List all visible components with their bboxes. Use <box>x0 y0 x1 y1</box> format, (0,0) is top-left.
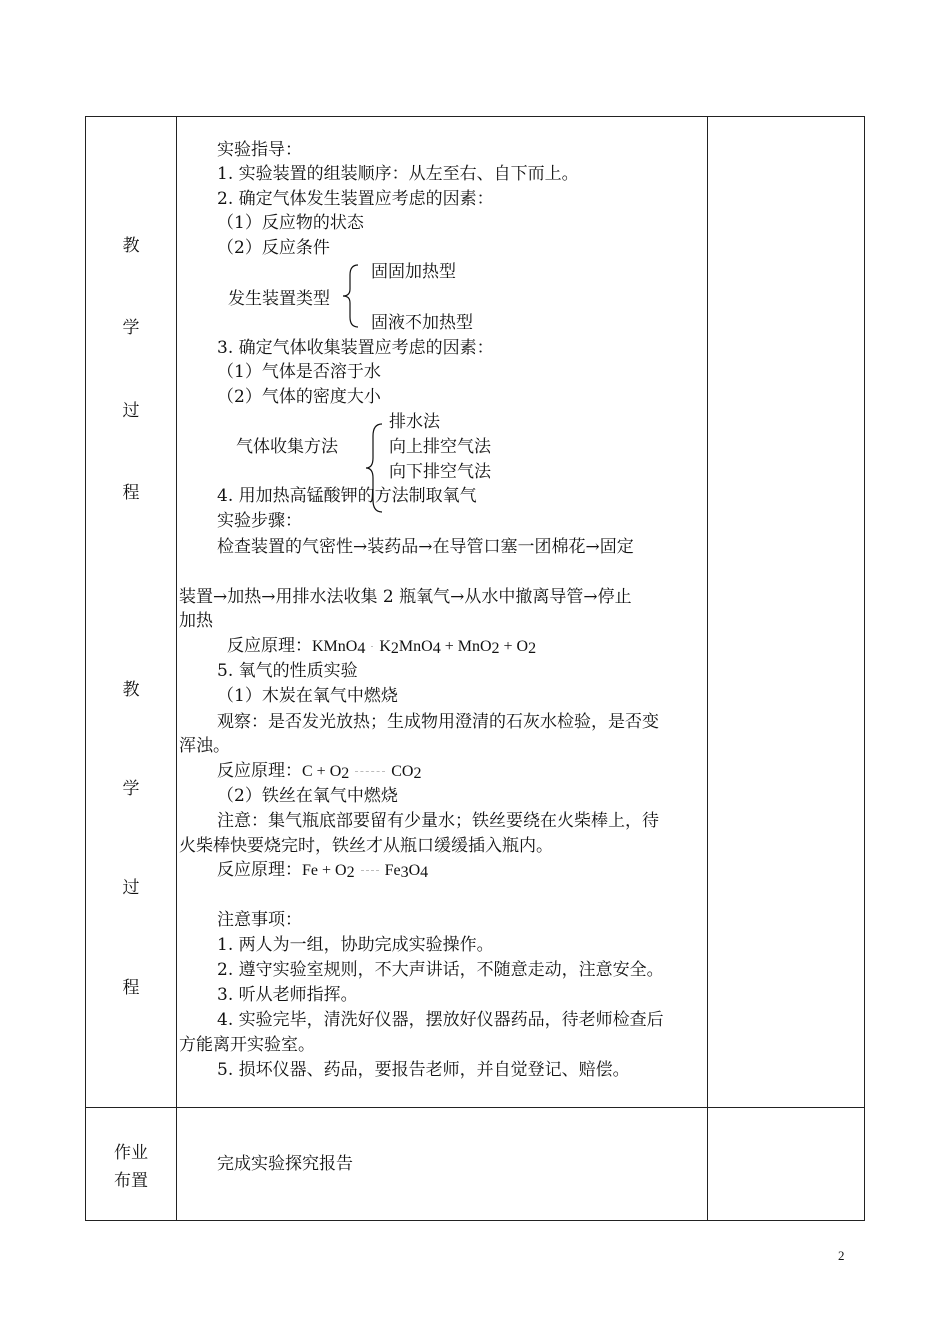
collection-option: 排水法 <box>389 412 440 432</box>
reaction-arrow-icon <box>349 767 391 777</box>
generator-option: 固液不加热型 <box>371 313 473 333</box>
homework-label-line2: 布置 <box>114 1171 148 1191</box>
row-divider <box>86 1107 864 1108</box>
text-line: 注意：集气瓶底部要留有少量水；铁丝要绕在火柴棒上，待 <box>217 811 659 831</box>
text-line: （1）木炭在氧气中燃烧 <box>217 686 398 706</box>
text-line: 4. 用加热高锰酸钾的方法制取氧气 <box>217 486 477 506</box>
generator-option: 固固加热型 <box>371 262 456 282</box>
text-line: 观察：是否发光放热；生成物用澄清的石灰水检验，是否变 <box>217 712 659 732</box>
iron-equation: 反应原理：$Fe + O_2$ $Fe_3O_4$ <box>217 860 429 881</box>
collection-option: 向上排空气法 <box>389 437 491 457</box>
text-line: 实验步骤： <box>217 511 302 531</box>
text-line: 1. 实验装置的组装顺序：从左至右、自下而上。 <box>217 164 579 184</box>
text-line: 5. 损坏仪器、药品，要报告老师，并自觉登记、赔偿。 <box>217 1060 630 1080</box>
text-line: 2. 确定气体发生装置应考虑的因素： <box>217 189 494 209</box>
process-char-2: 学 <box>122 318 140 338</box>
text-line: （2）气体的密度大小 <box>217 387 381 407</box>
text-line: 2. 遵守实验室规则，不大声讲话，不随意走动，注意安全。 <box>217 960 664 980</box>
reaction-arrow-icon <box>355 866 385 876</box>
process-char-6: 学 <box>122 779 140 799</box>
kmno4-equation: 反应原理：KMnO$_4$ $K_2MnO_4 + MnO_2 + O_2$ <box>227 636 537 657</box>
text-line: （2）铁丝在氧气中燃烧 <box>217 786 398 806</box>
text-line: （2）反应条件 <box>217 238 330 258</box>
text-line: 浑浊。 <box>179 736 230 756</box>
process-char-5: 教 <box>122 680 140 700</box>
text-line: 火柴棒快要烧完时，铁丝才从瓶口缓缓插入瓶内。 <box>179 836 553 856</box>
equation-label: 反应原理： <box>217 761 302 781</box>
equation-label: 反应原理： <box>227 636 312 656</box>
collection-method-label: 气体收集方法 <box>236 437 338 457</box>
homework-text: 完成实验探究报告 <box>217 1154 353 1174</box>
text-line: 4. 实验完毕，清洗好仪器，摆放好仪器药品，待老师检查后 <box>217 1010 664 1030</box>
text-line: 检查装置的气密性→装药品→在导管口塞一团棉花→固定 <box>217 537 634 557</box>
process-char-1: 教 <box>122 236 140 256</box>
page-number: 2 <box>838 1248 845 1263</box>
carbon-equation: 反应原理：$C + O_2$ $CO_2$ <box>217 761 422 782</box>
homework-label-line1: 作业 <box>114 1143 148 1163</box>
column-divider-left <box>176 117 177 1220</box>
text-line: 方能离开实验室。 <box>179 1035 315 1055</box>
generator-type-label: 发生装置类型 <box>228 289 330 309</box>
text-line: 装置→加热→用排水法收集 2 瓶氧气→从水中撤离导管→停止 <box>179 587 632 607</box>
process-char-8: 程 <box>122 978 140 998</box>
reaction-arrow-icon <box>365 642 379 652</box>
equation-label: 反应原理： <box>217 860 302 880</box>
process-char-4: 程 <box>122 483 140 503</box>
text-line: 注意事项： <box>217 910 302 930</box>
text-line: （1）气体是否溶于水 <box>217 362 381 382</box>
process-char-3: 过 <box>122 401 140 421</box>
text-line: 1. 两人为一组，协助完成实验操作。 <box>217 935 494 955</box>
text-line: 3. 确定气体收集装置应考虑的因素： <box>217 338 494 358</box>
process-char-7: 过 <box>122 878 140 898</box>
column-divider-right <box>707 117 708 1220</box>
text-line: 3. 听从老师指挥。 <box>217 985 358 1005</box>
text-line: 加热 <box>179 611 213 631</box>
text-line: （1）反应物的状态 <box>217 213 364 233</box>
text-line: 5. 氧气的性质实验 <box>217 661 358 681</box>
brace-icon <box>342 263 360 329</box>
homework-label <box>86 1139 176 1195</box>
collection-option: 向下排空气法 <box>389 462 491 482</box>
text-line: 实验指导： <box>217 140 302 160</box>
